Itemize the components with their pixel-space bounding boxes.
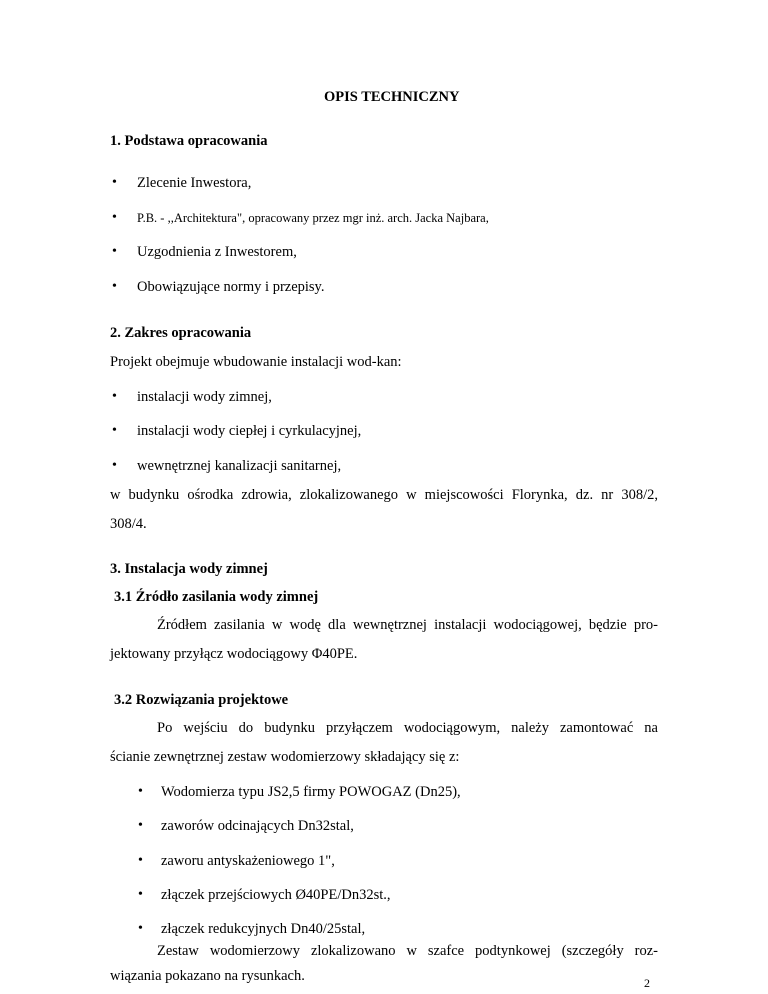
section-2-paragraph-line: 308/4. xyxy=(110,516,147,532)
section-2-intro: Projekt obejmuje wbudowanie instalacji wod-kan: xyxy=(110,354,402,370)
bullet-icon: • xyxy=(138,887,143,902)
list-item: Wodomierza typu JS2,5 firmy POWOGAZ (Dn25), xyxy=(161,784,461,800)
section-2-paragraph-line: w budynku ośrodka zdrowia, zlokalizowanego w miejscowości Florynka, dz. nr 308/2, xyxy=(110,487,658,503)
bullet-icon: • xyxy=(138,818,143,833)
closing-text-line: Zestaw wodomierzowy zlokalizowano w szafce podtynkowej (szczegóły roz- xyxy=(157,943,658,959)
list-item: Obowiązujące normy i przepisy. xyxy=(137,279,325,295)
subsection-3-2-text-line: Po wejściu do budynku przyłączem wodociągowym, należy zamontować na xyxy=(157,720,658,736)
list-item: zaworów odcinających Dn32stal, xyxy=(161,818,354,834)
bullet-icon: • xyxy=(112,458,117,473)
section-1-heading: 1. Podstawa opracowania xyxy=(110,133,268,149)
bullet-icon: • xyxy=(112,175,117,190)
list-item: Zlecenie Inwestora, xyxy=(137,175,252,191)
section-3-heading: 3. Instalacja wody zimnej xyxy=(110,561,268,577)
section-2-heading: 2. Zakres opracowania xyxy=(110,325,252,341)
bullet-icon: • xyxy=(112,423,117,438)
bullet-icon: • xyxy=(112,389,117,404)
list-item: instalacji wody zimnej, xyxy=(137,389,272,405)
list-item: złączek przejściowych Ø40PE/Dn32st., xyxy=(161,887,391,903)
subsection-3-1-text-line: jektowany przyłącz wodociągowy Φ40PE. xyxy=(110,646,358,662)
closing-text-line: wiązania pokazano na rysunkach. xyxy=(110,968,305,984)
list-item: zaworu antyskażeniowego 1", xyxy=(161,853,335,869)
page-number: 2 xyxy=(644,976,650,990)
bullet-icon: • xyxy=(138,853,143,868)
list-item: instalacji wody ciepłej i cyrkulacyjnej, xyxy=(137,423,362,439)
bullet-icon: • xyxy=(112,279,117,294)
list-item: wewnętrznej kanalizacji sanitarnej, xyxy=(137,458,342,474)
subsection-3-1-heading: 3.1 Źródło zasilania wody zimnej xyxy=(114,589,319,605)
list-item: Uzgodnienia z Inwestorem, xyxy=(137,244,297,260)
subsection-3-1-text-line: Źródłem zasilania w wodę dla wewnętrznej instalacji wodociągowej, będzie pro- xyxy=(157,617,658,633)
subsection-3-2-heading: 3.2 Rozwiązania projektowe xyxy=(114,692,289,708)
subsection-3-2-text-line: ścianie zewnętrznej zestaw wodomierzowy składający się z: xyxy=(110,749,460,765)
bullet-icon: • xyxy=(138,921,143,936)
bullet-icon: • xyxy=(138,784,143,799)
document-title: OPIS TECHNICZNY xyxy=(324,89,460,105)
bullet-icon: • xyxy=(112,244,117,259)
list-item: P.B. - ,,Architektura", opracowany przez mgr inż. arch. Jacka Najbara, xyxy=(137,211,489,225)
list-item: złączek redukcyjnych Dn40/25stal, xyxy=(161,921,366,937)
bullet-icon: • xyxy=(112,210,117,225)
